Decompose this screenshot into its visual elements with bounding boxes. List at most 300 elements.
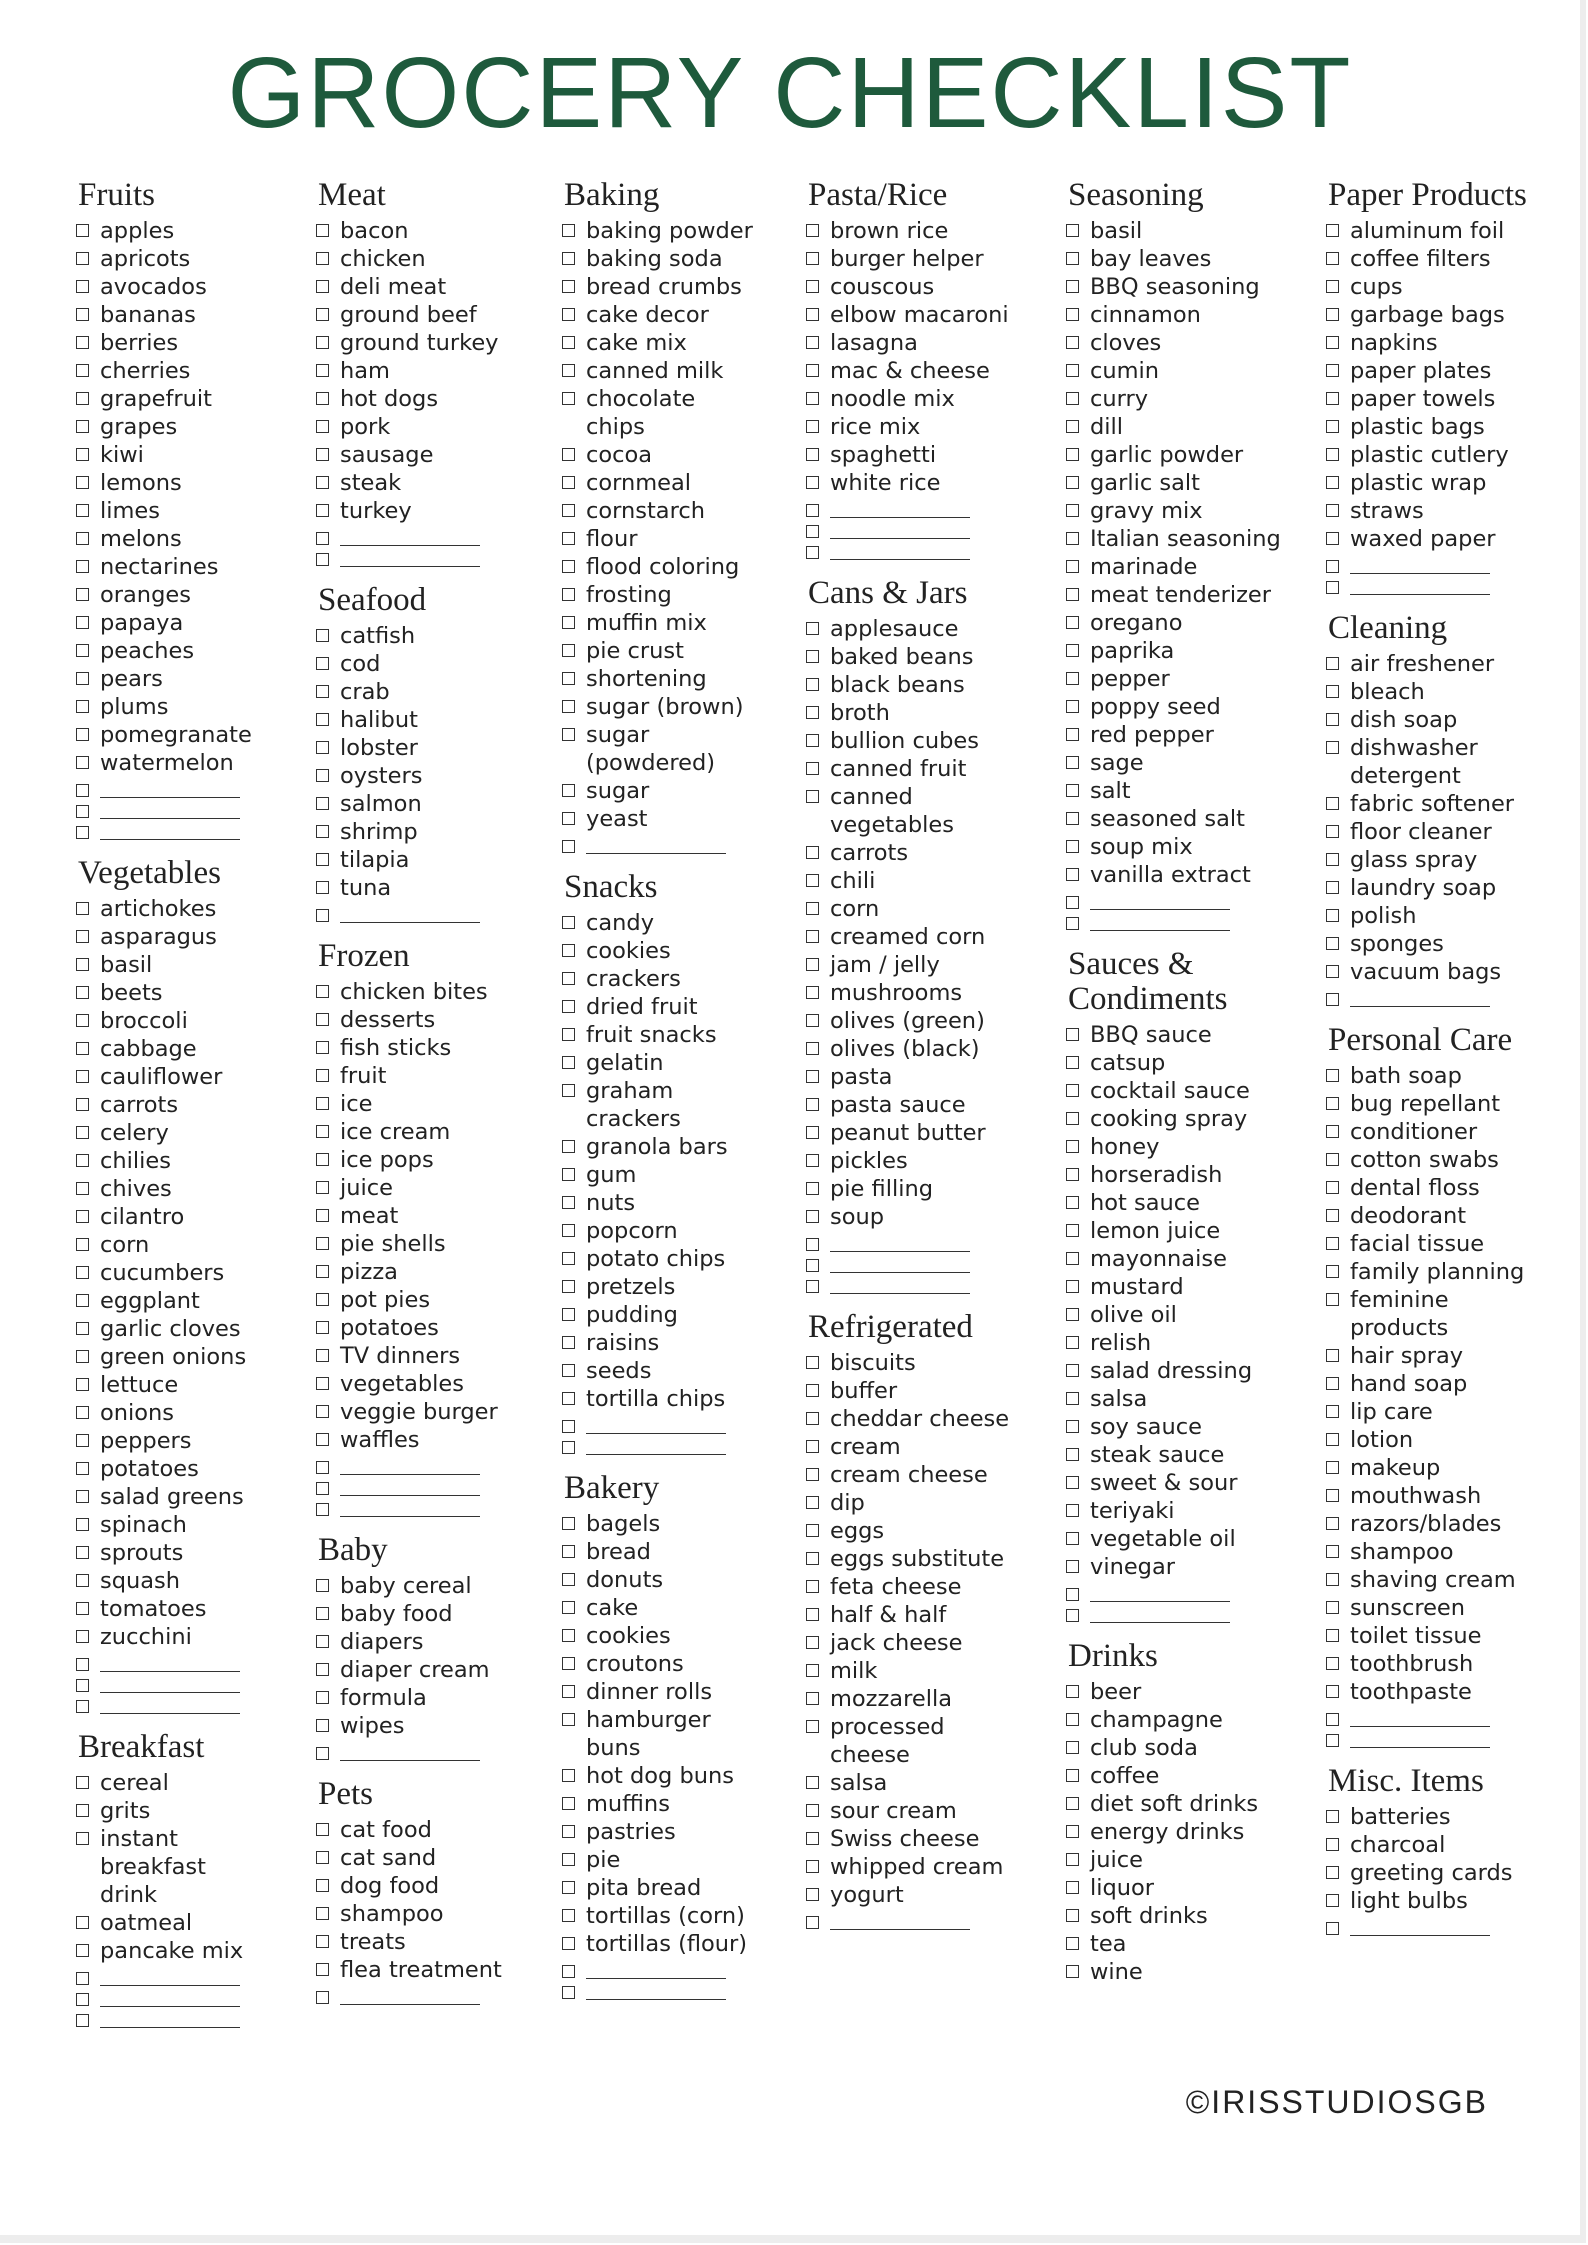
checkbox[interactable]	[316, 364, 329, 377]
checkbox[interactable]	[76, 364, 89, 377]
checkbox[interactable]	[806, 986, 819, 999]
checkbox[interactable]	[316, 1321, 329, 1334]
checkbox[interactable]	[1066, 1797, 1079, 1810]
checkbox[interactable]	[316, 1579, 329, 1592]
checkbox[interactable]	[562, 1196, 575, 1209]
blank-write-in-line[interactable]	[1350, 1706, 1490, 1727]
checkbox[interactable]	[1066, 784, 1079, 797]
checkbox[interactable]	[1326, 881, 1339, 894]
checkbox[interactable]	[1326, 336, 1339, 349]
checkbox[interactable]	[806, 1070, 819, 1083]
checkbox[interactable]	[806, 1014, 819, 1027]
checkbox[interactable]	[1326, 1349, 1339, 1362]
checkbox[interactable]	[1326, 504, 1339, 517]
checkbox[interactable]	[76, 588, 89, 601]
checkbox[interactable]	[806, 1832, 819, 1845]
checkbox[interactable]	[1066, 1280, 1079, 1293]
checkbox[interactable]	[76, 784, 89, 797]
checkbox[interactable]	[1066, 364, 1079, 377]
checkbox[interactable]	[316, 1935, 329, 1948]
checkbox[interactable]	[316, 853, 329, 866]
checkbox[interactable]	[1326, 476, 1339, 489]
checkbox[interactable]	[562, 916, 575, 929]
checkbox[interactable]	[1326, 1734, 1339, 1747]
checkbox[interactable]	[1326, 1838, 1339, 1851]
checkbox[interactable]	[316, 909, 329, 922]
checkbox[interactable]	[76, 1098, 89, 1111]
checkbox[interactable]	[1066, 252, 1079, 265]
checkbox[interactable]	[806, 678, 819, 691]
checkbox[interactable]	[562, 1392, 575, 1405]
checkbox[interactable]	[1066, 1196, 1079, 1209]
checkbox[interactable]	[806, 476, 819, 489]
checkbox[interactable]	[562, 364, 575, 377]
checkbox[interactable]	[1326, 853, 1339, 866]
checkbox[interactable]	[316, 252, 329, 265]
checkbox[interactable]	[1326, 1601, 1339, 1614]
blank-write-in-line[interactable]	[1350, 1915, 1490, 1936]
checkbox[interactable]	[562, 1420, 575, 1433]
checkbox[interactable]	[806, 1210, 819, 1223]
checkbox[interactable]	[562, 700, 575, 713]
checkbox[interactable]	[316, 1719, 329, 1732]
checkbox[interactable]	[1326, 1810, 1339, 1823]
checkbox[interactable]	[1066, 1476, 1079, 1489]
checkbox[interactable]	[1326, 1097, 1339, 1110]
checkbox[interactable]	[76, 1042, 89, 1055]
blank-write-in-line[interactable]	[340, 902, 480, 923]
checkbox[interactable]	[1066, 1140, 1079, 1153]
blank-write-in-line[interactable]	[100, 1986, 240, 2007]
checkbox[interactable]	[76, 1916, 89, 1929]
checkbox[interactable]	[1066, 504, 1079, 517]
checkbox[interactable]	[1066, 588, 1079, 601]
checkbox[interactable]	[806, 902, 819, 915]
blank-write-in-line[interactable]	[830, 518, 970, 539]
checkbox[interactable]	[1066, 1685, 1079, 1698]
blank-write-in-line[interactable]	[830, 1252, 970, 1273]
checkbox[interactable]	[1066, 1112, 1079, 1125]
checkbox[interactable]	[562, 1336, 575, 1349]
checkbox[interactable]	[806, 1154, 819, 1167]
checkbox[interactable]	[562, 252, 575, 265]
checkbox[interactable]	[76, 1014, 89, 1027]
checkbox[interactable]	[316, 1907, 329, 1920]
checkbox[interactable]	[562, 1909, 575, 1922]
checkbox[interactable]	[806, 1440, 819, 1453]
blank-write-in-line[interactable]	[100, 1651, 240, 1672]
checkbox[interactable]	[76, 224, 89, 237]
checkbox[interactable]	[806, 930, 819, 943]
checkbox[interactable]	[1326, 1657, 1339, 1670]
checkbox[interactable]	[316, 448, 329, 461]
checkbox[interactable]	[76, 532, 89, 545]
checkbox[interactable]	[76, 930, 89, 943]
checkbox[interactable]	[806, 1608, 819, 1621]
checkbox[interactable]	[1066, 1937, 1079, 1950]
checkbox[interactable]	[806, 1916, 819, 1929]
checkbox[interactable]	[806, 1468, 819, 1481]
checkbox[interactable]	[562, 1280, 575, 1293]
checkbox[interactable]	[1326, 581, 1339, 594]
checkbox[interactable]	[562, 1364, 575, 1377]
blank-write-in-line[interactable]	[100, 1672, 240, 1693]
checkbox[interactable]	[1326, 1517, 1339, 1530]
checkbox[interactable]	[1066, 840, 1079, 853]
checkbox[interactable]	[562, 1713, 575, 1726]
checkbox[interactable]	[1066, 1336, 1079, 1349]
checkbox[interactable]	[806, 1692, 819, 1705]
checkbox[interactable]	[76, 1804, 89, 1817]
checkbox[interactable]	[316, 1461, 329, 1474]
checkbox[interactable]	[806, 252, 819, 265]
checkbox[interactable]	[806, 1384, 819, 1397]
checkbox[interactable]	[562, 1224, 575, 1237]
checkbox[interactable]	[1066, 1504, 1079, 1517]
checkbox[interactable]	[76, 1154, 89, 1167]
checkbox[interactable]	[316, 1265, 329, 1278]
checkbox[interactable]	[1066, 616, 1079, 629]
checkbox[interactable]	[806, 308, 819, 321]
blank-write-in-line[interactable]	[830, 539, 970, 560]
checkbox[interactable]	[76, 1210, 89, 1223]
checkbox[interactable]	[76, 308, 89, 321]
checkbox[interactable]	[1066, 1448, 1079, 1461]
checkbox[interactable]	[562, 616, 575, 629]
checkbox[interactable]	[562, 1084, 575, 1097]
checkbox[interactable]	[1066, 1609, 1079, 1622]
blank-write-in-line[interactable]	[340, 1984, 480, 2005]
checkbox[interactable]	[316, 985, 329, 998]
checkbox[interactable]	[806, 874, 819, 887]
checkbox[interactable]	[1326, 364, 1339, 377]
checkbox[interactable]	[562, 588, 575, 601]
checkbox[interactable]	[76, 805, 89, 818]
checkbox[interactable]	[316, 1663, 329, 1676]
blank-write-in-line[interactable]	[586, 833, 726, 854]
checkbox[interactable]	[76, 1832, 89, 1845]
checkbox[interactable]	[316, 1377, 329, 1390]
checkbox[interactable]	[76, 1462, 89, 1475]
checkbox[interactable]	[1326, 1293, 1339, 1306]
checkbox[interactable]	[1326, 825, 1339, 838]
checkbox[interactable]	[316, 797, 329, 810]
checkbox[interactable]	[1066, 896, 1079, 909]
checkbox[interactable]	[316, 685, 329, 698]
checkbox[interactable]	[1066, 1084, 1079, 1097]
checkbox[interactable]	[316, 420, 329, 433]
blank-write-in-line[interactable]	[340, 525, 480, 546]
checkbox[interactable]	[1326, 392, 1339, 405]
checkbox[interactable]	[316, 1747, 329, 1760]
checkbox[interactable]	[76, 280, 89, 293]
checkbox[interactable]	[76, 1944, 89, 1957]
checkbox[interactable]	[1326, 657, 1339, 670]
checkbox[interactable]	[1066, 728, 1079, 741]
checkbox[interactable]	[1066, 336, 1079, 349]
checkbox[interactable]	[1326, 1181, 1339, 1194]
blank-write-in-line[interactable]	[830, 1909, 970, 1930]
checkbox[interactable]	[76, 1546, 89, 1559]
checkbox[interactable]	[806, 504, 819, 517]
checkbox[interactable]	[562, 476, 575, 489]
checkbox[interactable]	[1326, 560, 1339, 573]
checkbox[interactable]	[1066, 448, 1079, 461]
checkbox[interactable]	[1066, 420, 1079, 433]
blank-write-in-line[interactable]	[830, 1273, 970, 1294]
checkbox[interactable]	[562, 1657, 575, 1670]
checkbox[interactable]	[806, 1280, 819, 1293]
checkbox[interactable]	[1326, 532, 1339, 545]
checkbox[interactable]	[1066, 812, 1079, 825]
blank-write-in-line[interactable]	[830, 497, 970, 518]
checkbox[interactable]	[76, 1182, 89, 1195]
checkbox[interactable]	[1066, 1909, 1079, 1922]
checkbox[interactable]	[76, 986, 89, 999]
blank-write-in-line[interactable]	[586, 1434, 726, 1455]
checkbox[interactable]	[1066, 1853, 1079, 1866]
blank-write-in-line[interactable]	[100, 1965, 240, 1986]
checkbox[interactable]	[1066, 1825, 1079, 1838]
checkbox[interactable]	[316, 336, 329, 349]
checkbox[interactable]	[562, 1629, 575, 1642]
checkbox[interactable]	[806, 420, 819, 433]
checkbox[interactable]	[1326, 1685, 1339, 1698]
blank-write-in-line[interactable]	[1350, 553, 1490, 574]
checkbox[interactable]	[1066, 280, 1079, 293]
checkbox[interactable]	[1066, 756, 1079, 769]
checkbox[interactable]	[1066, 560, 1079, 573]
checkbox[interactable]	[76, 644, 89, 657]
checkbox[interactable]	[1066, 308, 1079, 321]
checkbox[interactable]	[1326, 713, 1339, 726]
checkbox[interactable]	[76, 1574, 89, 1587]
checkbox[interactable]	[806, 1860, 819, 1873]
checkbox[interactable]	[1066, 224, 1079, 237]
checkbox[interactable]	[76, 448, 89, 461]
checkbox[interactable]	[76, 756, 89, 769]
checkbox[interactable]	[76, 1993, 89, 2006]
checkbox[interactable]	[1326, 420, 1339, 433]
checkbox[interactable]	[806, 846, 819, 859]
checkbox[interactable]	[806, 622, 819, 635]
checkbox[interactable]	[1066, 476, 1079, 489]
checkbox[interactable]	[316, 1503, 329, 1516]
checkbox[interactable]	[562, 728, 575, 741]
checkbox[interactable]	[562, 812, 575, 825]
checkbox[interactable]	[562, 1881, 575, 1894]
checkbox[interactable]	[1066, 392, 1079, 405]
checkbox[interactable]	[562, 1573, 575, 1586]
checkbox[interactable]	[562, 1000, 575, 1013]
checkbox[interactable]	[1066, 1224, 1079, 1237]
checkbox[interactable]	[316, 1153, 329, 1166]
checkbox[interactable]	[562, 1308, 575, 1321]
checkbox[interactable]	[76, 1776, 89, 1789]
checkbox[interactable]	[1066, 644, 1079, 657]
checkbox[interactable]	[316, 308, 329, 321]
checkbox[interactable]	[1326, 1489, 1339, 1502]
checkbox[interactable]	[76, 1700, 89, 1713]
checkbox[interactable]	[76, 392, 89, 405]
checkbox[interactable]	[1326, 1461, 1339, 1474]
checkbox[interactable]	[316, 1482, 329, 1495]
checkbox[interactable]	[806, 1804, 819, 1817]
checkbox[interactable]	[1066, 1056, 1079, 1069]
checkbox[interactable]	[316, 1069, 329, 1082]
checkbox[interactable]	[76, 1350, 89, 1363]
checkbox[interactable]	[806, 1636, 819, 1649]
checkbox[interactable]	[316, 657, 329, 670]
checkbox[interactable]	[76, 902, 89, 915]
checkbox[interactable]	[562, 448, 575, 461]
checkbox[interactable]	[76, 2014, 89, 2027]
blank-write-in-line[interactable]	[1090, 1602, 1230, 1623]
checkbox[interactable]	[806, 1720, 819, 1733]
checkbox[interactable]	[562, 784, 575, 797]
checkbox[interactable]	[1326, 1573, 1339, 1586]
blank-write-in-line[interactable]	[100, 1693, 240, 1714]
checkbox[interactable]	[562, 504, 575, 517]
checkbox[interactable]	[1066, 1713, 1079, 1726]
checkbox[interactable]	[76, 1630, 89, 1643]
checkbox[interactable]	[562, 1252, 575, 1265]
checkbox[interactable]	[562, 1769, 575, 1782]
checkbox[interactable]	[316, 713, 329, 726]
checkbox[interactable]	[76, 1679, 89, 1692]
checkbox[interactable]	[1066, 1308, 1079, 1321]
blank-write-in-line[interactable]	[100, 819, 240, 840]
checkbox[interactable]	[562, 672, 575, 685]
checkbox[interactable]	[806, 280, 819, 293]
checkbox[interactable]	[1326, 224, 1339, 237]
checkbox[interactable]	[316, 1349, 329, 1362]
checkbox[interactable]	[316, 769, 329, 782]
checkbox[interactable]	[316, 629, 329, 642]
checkbox[interactable]	[1066, 1769, 1079, 1782]
checkbox[interactable]	[1066, 917, 1079, 930]
blank-write-in-line[interactable]	[586, 1958, 726, 1979]
checkbox[interactable]	[76, 616, 89, 629]
checkbox[interactable]	[1326, 741, 1339, 754]
blank-write-in-line[interactable]	[830, 1231, 970, 1252]
checkbox[interactable]	[1326, 1545, 1339, 1558]
checkbox[interactable]	[76, 1602, 89, 1615]
checkbox[interactable]	[316, 1851, 329, 1864]
checkbox[interactable]	[806, 1182, 819, 1195]
checkbox[interactable]	[316, 1635, 329, 1648]
checkbox[interactable]	[1066, 532, 1079, 545]
checkbox[interactable]	[1326, 965, 1339, 978]
blank-write-in-line[interactable]	[1350, 986, 1490, 1007]
checkbox[interactable]	[1326, 1153, 1339, 1166]
checkbox[interactable]	[1066, 1252, 1079, 1265]
checkbox[interactable]	[316, 1879, 329, 1892]
blank-write-in-line[interactable]	[586, 1979, 726, 2000]
checkbox[interactable]	[1326, 1209, 1339, 1222]
checkbox[interactable]	[806, 224, 819, 237]
blank-write-in-line[interactable]	[586, 1413, 726, 1434]
checkbox[interactable]	[562, 1056, 575, 1069]
checkbox[interactable]	[1326, 797, 1339, 810]
checkbox[interactable]	[76, 1378, 89, 1391]
checkbox[interactable]	[316, 1691, 329, 1704]
checkbox[interactable]	[1326, 448, 1339, 461]
checkbox[interactable]	[76, 252, 89, 265]
checkbox[interactable]	[76, 1518, 89, 1531]
checkbox[interactable]	[1326, 1713, 1339, 1726]
checkbox[interactable]	[806, 336, 819, 349]
checkbox[interactable]	[76, 1322, 89, 1335]
checkbox[interactable]	[1326, 1125, 1339, 1138]
checkbox[interactable]	[1326, 685, 1339, 698]
checkbox[interactable]	[562, 1168, 575, 1181]
checkbox[interactable]	[316, 392, 329, 405]
checkbox[interactable]	[1326, 280, 1339, 293]
checkbox[interactable]	[562, 1986, 575, 1999]
checkbox[interactable]	[76, 1658, 89, 1671]
checkbox[interactable]	[316, 1209, 329, 1222]
blank-write-in-line[interactable]	[340, 1496, 480, 1517]
checkbox[interactable]	[76, 336, 89, 349]
checkbox[interactable]	[316, 1823, 329, 1836]
checkbox[interactable]	[76, 1434, 89, 1447]
checkbox[interactable]	[1326, 937, 1339, 950]
checkbox[interactable]	[1326, 1922, 1339, 1935]
checkbox[interactable]	[562, 1601, 575, 1614]
checkbox[interactable]	[806, 364, 819, 377]
blank-write-in-line[interactable]	[1090, 889, 1230, 910]
checkbox[interactable]	[76, 826, 89, 839]
checkbox[interactable]	[316, 1125, 329, 1138]
checkbox[interactable]	[562, 1825, 575, 1838]
checkbox[interactable]	[316, 1405, 329, 1418]
checkbox[interactable]	[316, 1237, 329, 1250]
checkbox[interactable]	[76, 958, 89, 971]
checkbox[interactable]	[806, 1552, 819, 1565]
checkbox[interactable]	[316, 1181, 329, 1194]
checkbox[interactable]	[1326, 1237, 1339, 1250]
checkbox[interactable]	[1066, 1420, 1079, 1433]
checkbox[interactable]	[562, 1965, 575, 1978]
checkbox[interactable]	[76, 1294, 89, 1307]
blank-write-in-line[interactable]	[340, 1475, 480, 1496]
checkbox[interactable]	[806, 1888, 819, 1901]
checkbox[interactable]	[1326, 252, 1339, 265]
checkbox[interactable]	[76, 1266, 89, 1279]
checkbox[interactable]	[806, 1524, 819, 1537]
checkbox[interactable]	[316, 741, 329, 754]
checkbox[interactable]	[1066, 672, 1079, 685]
blank-write-in-line[interactable]	[100, 777, 240, 798]
checkbox[interactable]	[1066, 1028, 1079, 1041]
checkbox[interactable]	[806, 1042, 819, 1055]
checkbox[interactable]	[1066, 1532, 1079, 1545]
checkbox[interactable]	[562, 308, 575, 321]
checkbox[interactable]	[1066, 700, 1079, 713]
checkbox[interactable]	[562, 1028, 575, 1041]
checkbox[interactable]	[316, 825, 329, 838]
checkbox[interactable]	[1066, 868, 1079, 881]
checkbox[interactable]	[806, 706, 819, 719]
blank-write-in-line[interactable]	[1350, 1727, 1490, 1748]
checkbox[interactable]	[562, 336, 575, 349]
checkbox[interactable]	[316, 280, 329, 293]
blank-write-in-line[interactable]	[100, 2007, 240, 2028]
checkbox[interactable]	[806, 790, 819, 803]
checkbox[interactable]	[806, 650, 819, 663]
checkbox[interactable]	[1326, 1629, 1339, 1642]
